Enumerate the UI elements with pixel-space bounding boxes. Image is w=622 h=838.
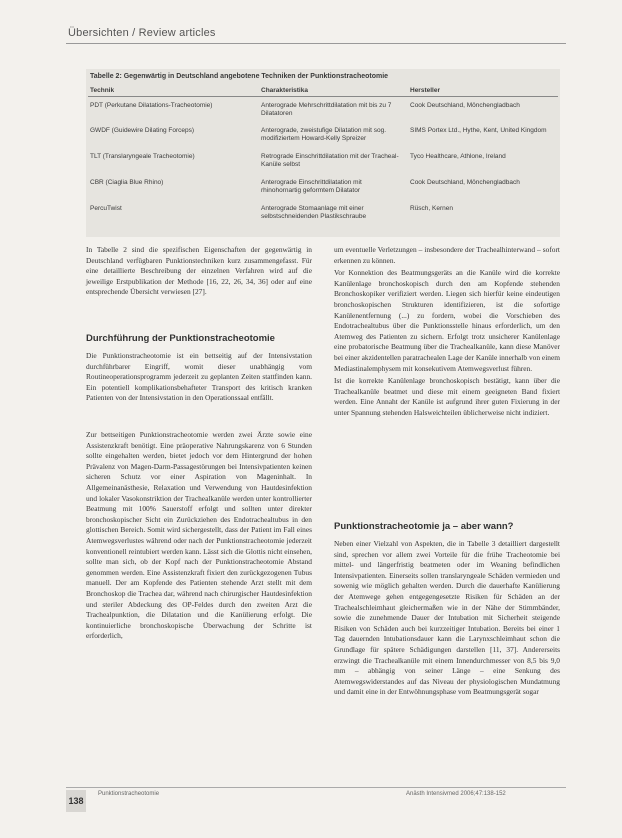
techniques-table [86, 69, 560, 237]
intro-paragraph: In Tabelle 2 sind die spezifischen Eigenschaften der gegenwärtig in Deutschland verfügbaren Punktionstechniken kurz zusammengefasst. Für eine detaillierte Beschreibung der einzelnen Verfahren wird auf die jeweilige Erstpublikation der Methode [16, 22, 26, 34, 36] oder auf eine entsprechende Übersicht verwiesen [27]. [86, 245, 312, 297]
cell-charakteristika: Anterograde Einschrittdilatation mit rhinohornartig geformtem Dilatator [261, 179, 362, 194]
section-heading-durchfuehrung: Durchführung der Punktionstracheotomie [86, 333, 275, 344]
cell-technik: PDT (Perkutane Dilatations-Tracheotomie) [90, 102, 213, 109]
cell-charakteristika: Anterograde Stomaanlage mit einer selbstschneidenden Plastikschraube [261, 205, 367, 220]
cell-hersteller: Cook Deutschland, Mönchengladbach [410, 179, 520, 186]
section-heading-wann: Punktionstracheotomie ja – aber wann? [334, 521, 514, 532]
left-body-2 [86, 430, 312, 644]
cell-technik: GWDF (Guidewire Dilating Forceps) [90, 127, 195, 134]
table-row [86, 179, 560, 203]
table-row [86, 127, 560, 151]
cell-hersteller: Cook Deutschland, Mönchengladbach [410, 102, 520, 109]
paragraph: Vor Konnektion des Beatmungsgeräts an die Kanüle wird die korrekte Kanülenlage bronchoskopisch durch den am Kopfende stehenden Bronchoskopiker verifiziert werden. Liegen sich hierfür keine eindeutigen bronchoskopischen Strukturen identifizieren, ist die sofortige Kanülenentfernung (...) zu fordern, wobei die Vorschieben des Endotrachealtubus über die Punktionsstelle hinaus erforderlich, um den Atemweg des Patienten zu sichern. Erfolgt trotz unsicherer Kanülenlage eine probatorische Beatmung über die Trachealkanüle, kann diese Manöver bei einer akzidentellen paratrachealen Lage der Kanüle innerhalb von einem Mediastinalemphysem mit konsekutivem Atemwegsverlust führen. [334, 268, 560, 373]
cell-charakteristika: Anterograde, zweistufige Dilatation mit sog. modifiziertem Howard-Kelly Spreizer [261, 127, 387, 142]
paragraph: Ist die korrekte Kanülenlage bronchoskopisch bestätigt, kann über die Trachealkanüle beatmet und diese mit einem geeigneten Band fixiert werden. Eine Annaht der Kanüle ist aufgrund ihrer guten Fixierung in der unter Spannung stehenden Halsweichteilen üblicherweise nicht indiziert. [334, 376, 560, 417]
cell-technik: TLT (Translaryngeale Tracheotomie) [90, 153, 195, 160]
table-caption: Tabelle 2: Gegenwärtig in Deutschland angebotene Techniken der Punktionstracheotomie [90, 73, 389, 80]
cell-hersteller: Rüsch, Kernen [410, 205, 453, 212]
paragraph: Neben einer Vielzahl von Aspekten, die in Tabelle 3 detailliert dargestellt sind, sprechen vor allem zwei Vorteile für die frühe Tracheotomie bei mittel- und längerfristig beatmeten oder im Weaning befindlichen Intensivpatienten. Einerseits sollen translaryngeale Schäden vermieden und sowenig wie möglich gehalten werden. Durch die dauerhafte Kanülierung der Atemwege gehen entgegengesetzte Risiken für Schäden an der Trachealschleimhaut gleichermaßen wie in der Nähe der Stimmbänder, sowie die zunehmende Dauer der Intubation mit Sicherheit steigende Risiken von Schäden auch bei kurzzeitiger Intubation. Bereits bei einer 1 Tag dauernden Intubationsdauer kann die Larynxschleimhaut schon die Grundlage für spätere Schädigungen darstellen [11, 37]. Andererseits erzwingt die Trachealkanüle mit einem Innendurchmesser von 8,5 bis 9,0 mm – abhängig von seiner Länge – eine Senkung des Atemwegswiderstandes auf das Niveau der physiologischen Mundatmung und damit eine in der Entwöhnungsphase vom Beatmungsgerät sogar [334, 539, 560, 697]
cell-hersteller: SIMS Portex Ltd., Hythe, Kent, United Kingdom [410, 127, 547, 134]
col-header-technik: Technik [90, 87, 115, 94]
footer-running-title: Punktionstracheotomie [98, 791, 160, 797]
right-body-1 [334, 245, 560, 421]
section-tag: Übersichten / Review articles [68, 27, 216, 39]
right-body-2 [334, 539, 560, 700]
table-header-rule [88, 96, 558, 97]
cell-charakteristika: Anterograde Mehrschrittdilatation mit bis zu 7 Dilatatoren [261, 102, 392, 117]
cell-technik: PercuTwist [90, 205, 122, 212]
footer-citation: Anästh Intensivmed 2006;47:138-152 [406, 791, 506, 797]
table-row [86, 205, 560, 229]
table-row [86, 153, 560, 177]
left-intro [86, 245, 312, 300]
header-divider [66, 43, 566, 44]
paragraph: um eventuelle Verletzungen – insbesondere der Trachealhinterwand – sofort erkennen zu können. [334, 245, 560, 265]
col-header-charakteristika: Charakteristika [261, 87, 308, 94]
page-number: 138 [66, 790, 86, 812]
cell-hersteller: Tyco Healthcare, Athlone, Ireland [410, 153, 506, 160]
table-row [86, 102, 560, 126]
cell-technik: CBR (Ciaglia Blue Rhino) [90, 179, 164, 186]
left-body-1 [86, 351, 312, 406]
paragraph: Zur bettseitigen Punktionstracheotomie werden zwei Ärzte sowie eine Assistenzkraft benötigt. Eine präoperative Nahrungskarenz von 6 Stunden sollte eingehalten werden, bietet jedoch vor dem Hintergrund der hohen Prävalenz von Magen-Darm-Passagestörungen bei Intensivpatienten keinen sicheren Schutz vor einer Aspiration von Mageninhalt. In Allgemeinanästhesie, Relaxation und Verwendung von Hautdesinfektion und lokaler Vasokonstriktion der Trachealkanüle werden unter kontrollierter Beatmung mit 100% Sauerstoff erfolgt und sollten unter direkter bronchoskopischer Sicht ein Zurückziehen des Endotrachealtubus in den glottischen Bereich. Somit wird sichergestellt, dass der Patient im Fall eines Atemwegsverlustes während oder nach der Punktionstracheotomie jederzeit konventionell reintubiert werden kann. Lässt sich die Glottis nicht einsehen, sollte man sich, ob der Kopf nach der Punktionstracheotomie Abstand genommen werden. Eine Assistenzkraft fixiert den zurückgezogenen Tubus manuell. Der am Kopfende des Patienten stehende Arzt stellt mit dem Bronchoskop die Trachea dar, während nach chirurgischer Hautdesinfektion und steriler Abdeckung des OP-Feldes durch den zweiten Arzt die Trachealpunktion, die Dilatation und die Kanülierung erfolgt. Die kontinuierliche bronchoskopische Überwachung der Schritte ist erforderlich, [86, 430, 312, 641]
footer-divider [66, 787, 566, 788]
paragraph: Die Punktionstracheotomie ist ein bettseitig auf der Intensivstation durchführbarer Eingriff, womit dieser unabhängig vom Routineoperationsprogramm jederzeit zu geplanten Zeiten stattfinden kann. Ein potentiell komplikationsbehafteter Transport des kritisch kranken Patienten von der Intensivstation in den Operationssaal entfällt. [86, 351, 312, 403]
cell-charakteristika: Retrograde Einschrittdilatation mit der Tracheal-Kanüle selbst [261, 153, 399, 168]
col-header-hersteller: Hersteller [410, 87, 440, 94]
